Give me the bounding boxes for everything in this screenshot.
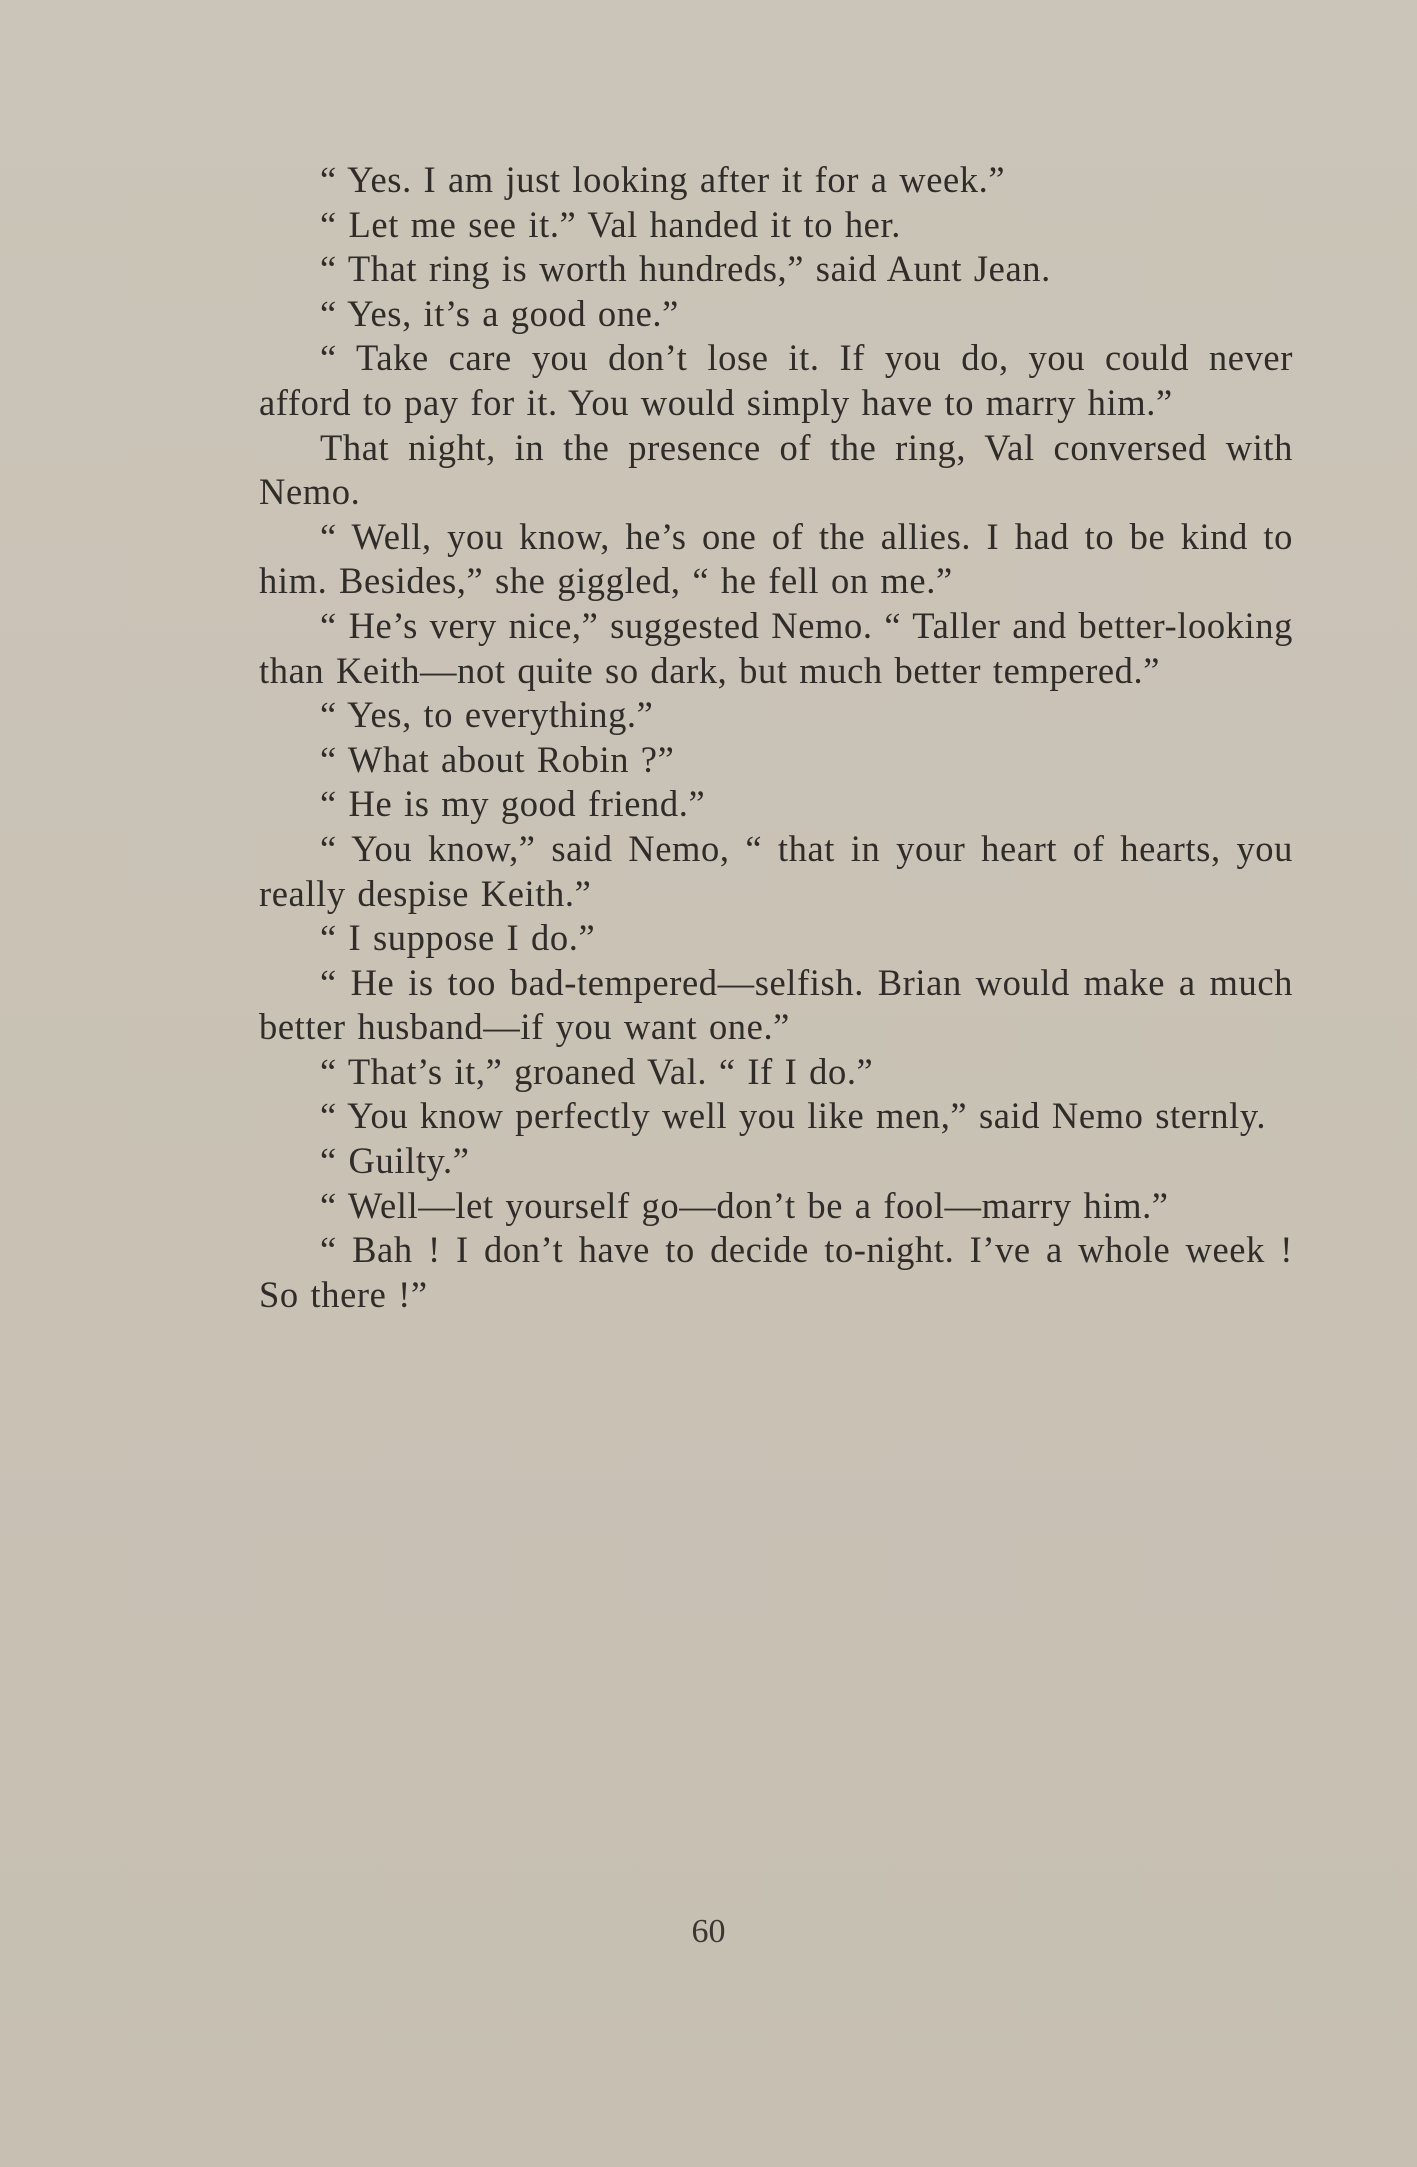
- body-text: [259, 158, 1293, 1317]
- paragraph: “ Well—let yourself go—don’t be a fool—marry him.”: [320, 1184, 1169, 1226]
- paragraph: That night, in the presence of the ring, Val conversed with Nemo.: [259, 426, 1293, 513]
- paragraph: “ That’s it,” groaned Val. “ If I do.”: [320, 1050, 874, 1092]
- page-number: 60: [691, 1913, 726, 1950]
- paragraph: “ Yes, to everything.”: [320, 694, 654, 736]
- paragraph: “ That ring is worth hundreds,” said Aunt Jean.: [320, 248, 1051, 290]
- paragraph: “ He’s very nice,” suggested Nemo. “ Taller and better-looking than Keith—not quite so dark, but much better tempered.”: [259, 604, 1293, 691]
- paragraph: “ You know,” said Nemo, “ that in your heart of hearts, you really despise Keith.”: [259, 827, 1293, 914]
- paragraph: “ What about Robin ?”: [320, 738, 675, 780]
- paragraph: “ You know perfectly well you like men,” said Nemo sternly.: [320, 1095, 1267, 1137]
- paragraph: “ Take care you don’t lose it. If you do, you could never afford to pay for it. You would simply have to marry him.”: [259, 337, 1293, 423]
- paragraph: “ Let me see it.” Val handed it to her.: [320, 203, 901, 245]
- paragraph: “ He is my good friend.”: [320, 783, 706, 825]
- paragraph: “ I suppose I do.”: [320, 917, 596, 959]
- paragraph: “ He is too bad-tempered—selfish. Brian would make a much better husband—if you want one.”: [259, 961, 1293, 1048]
- paragraph: “ Yes. I am just looking after it for a week.”: [320, 159, 1006, 200]
- paragraph: “ Well, you know, he’s one of the allies. I had to be kind to him. Besides,” she giggled, “ he fell on me.”: [259, 515, 1293, 602]
- paragraph: “ Yes, it’s a good one.”: [320, 292, 679, 334]
- paragraph: “ Guilty.”: [320, 1140, 470, 1182]
- paragraph: “ Bah ! I don’t have to decide to-night. I’ve a whole week ! So there !”: [259, 1229, 1293, 1315]
